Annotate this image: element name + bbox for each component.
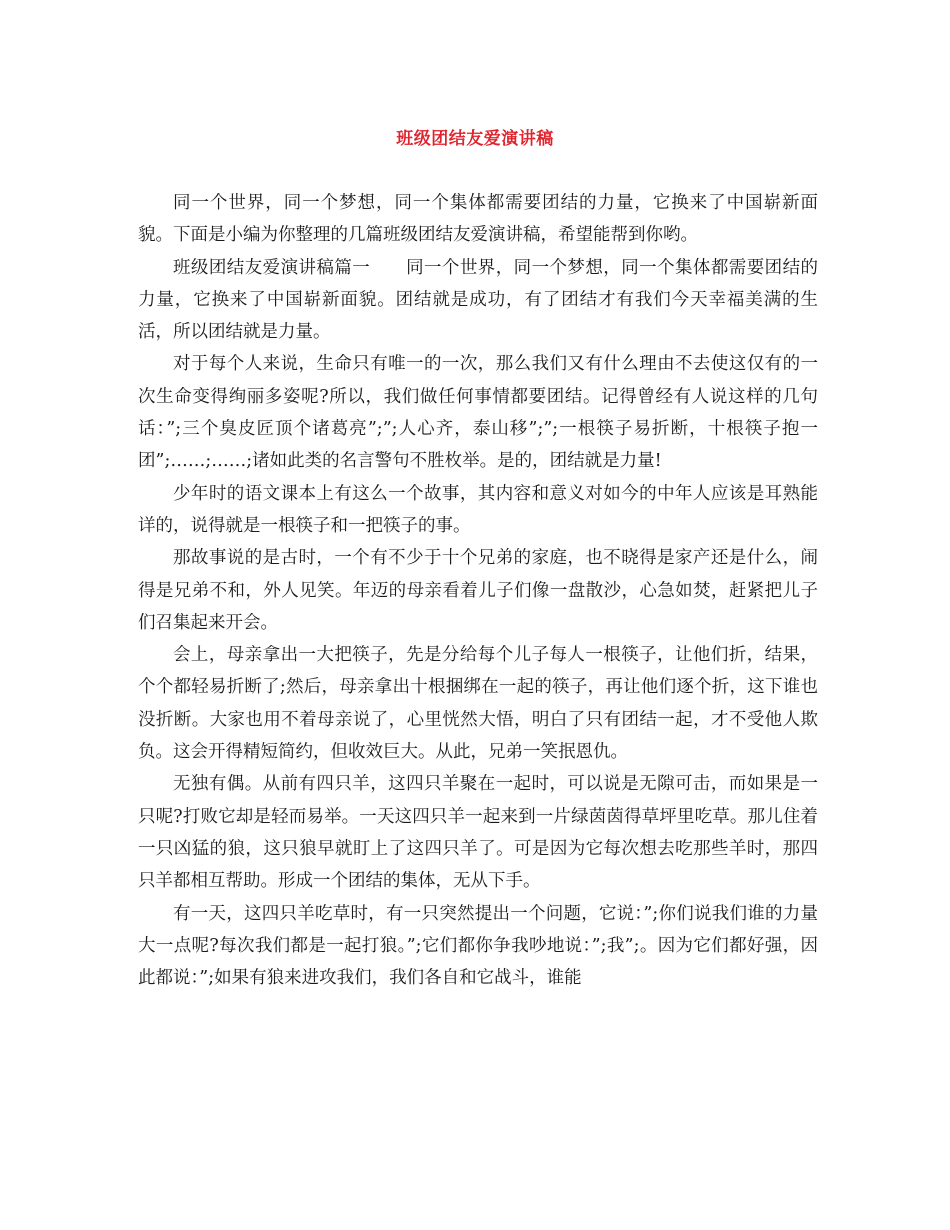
paragraph-1: 同一个世界，同一个梦想，同一个集体都需要团结的力量，它换来了中国崭新面貌。下面是小编为你整理的几篇班级团结友爱演讲稿，希望能帮到你哟。	[138, 193, 818, 246]
paragraph-7: 无独有偶。从前有四只羊，这四只羊聚在一起时，可以说是无隙可击，而如果是一只呢?打败它却是轻而易举。一天这四只羊一起来到一片绿茵茵得草坪里吃草。那儿住着一只凶猛的狼，这只狼早就盯上了这四只羊了。可是因为它每次想去吃那些羊时，那四只羊都相互帮助。形成一个团结的集体，无从下手。	[138, 774, 818, 892]
paragraph-3: 对于每个人来说，生命只有唯一的一次，那么我们又有什么理由不去使这仅有的一次生命变得绚丽多姿呢?所以，我们做任何事情都要团结。记得曾经有人说这样的几句话：”;三个臭皮匠顶个诸葛亮”;”;人心齐，泰山移”;”;一根筷子易折断，十根筷子抱一团”;……;……;诸如此类的名言警句不胜枚举。是的，团结就是力量!	[138, 354, 818, 472]
document-body	[138, 187, 818, 994]
document-title: 班级团结友爱演讲稿	[396, 129, 554, 149]
paragraph-8: 有一天，这四只羊吃草时，有一只突然提出一个问题，它说：”;你们说我们谁的力量大一点呢?每次我们都是一起打狼。”;它们都你争我吵地说：”;我”;。因为它们都好强，因此都说：”;如果有狼来进攻我们，我们各自和它战斗，谁能	[138, 903, 818, 989]
paragraph-5: 那故事说的是古时，一个有不少于十个兄弟的家庭，也不晓得是家产还是什么，闹得是兄弟不和，外人见笑。年迈的母亲看着儿子们像一盘散沙，心急如焚，赶紧把儿子们召集起来开会。	[138, 548, 818, 633]
paragraph-2: 班级团结友爱演讲稿篇一 同一个世界，同一个梦想，同一个集体都需要团结的力量，它换来了中国崭新面貌。团结就是成功，有了团结才有我们今天幸福美满的生活，所以团结就是力量。	[138, 257, 818, 343]
paragraph-4: 少年时的语文课本上有这么一个故事，其内容和意义对如今的中年人应该是耳熟能详的，说得就是一根筷子和一把筷子的事。	[138, 483, 818, 536]
paragraph-6: 会上，母亲拿出一大把筷子，先是分给每个儿子每人一根筷子，让他们折，结果，个个都轻易折断了;然后，母亲拿出十根捆绑在一起的筷子，再让他们逐个折，这下谁也没折断。大家也用不着母亲说了，心里恍然大悟，明白了只有团结一起，才不受他人欺负。这会开得精短简约，但收效巨大。从此，兄弟一笑抿恩仇。	[138, 645, 818, 763]
